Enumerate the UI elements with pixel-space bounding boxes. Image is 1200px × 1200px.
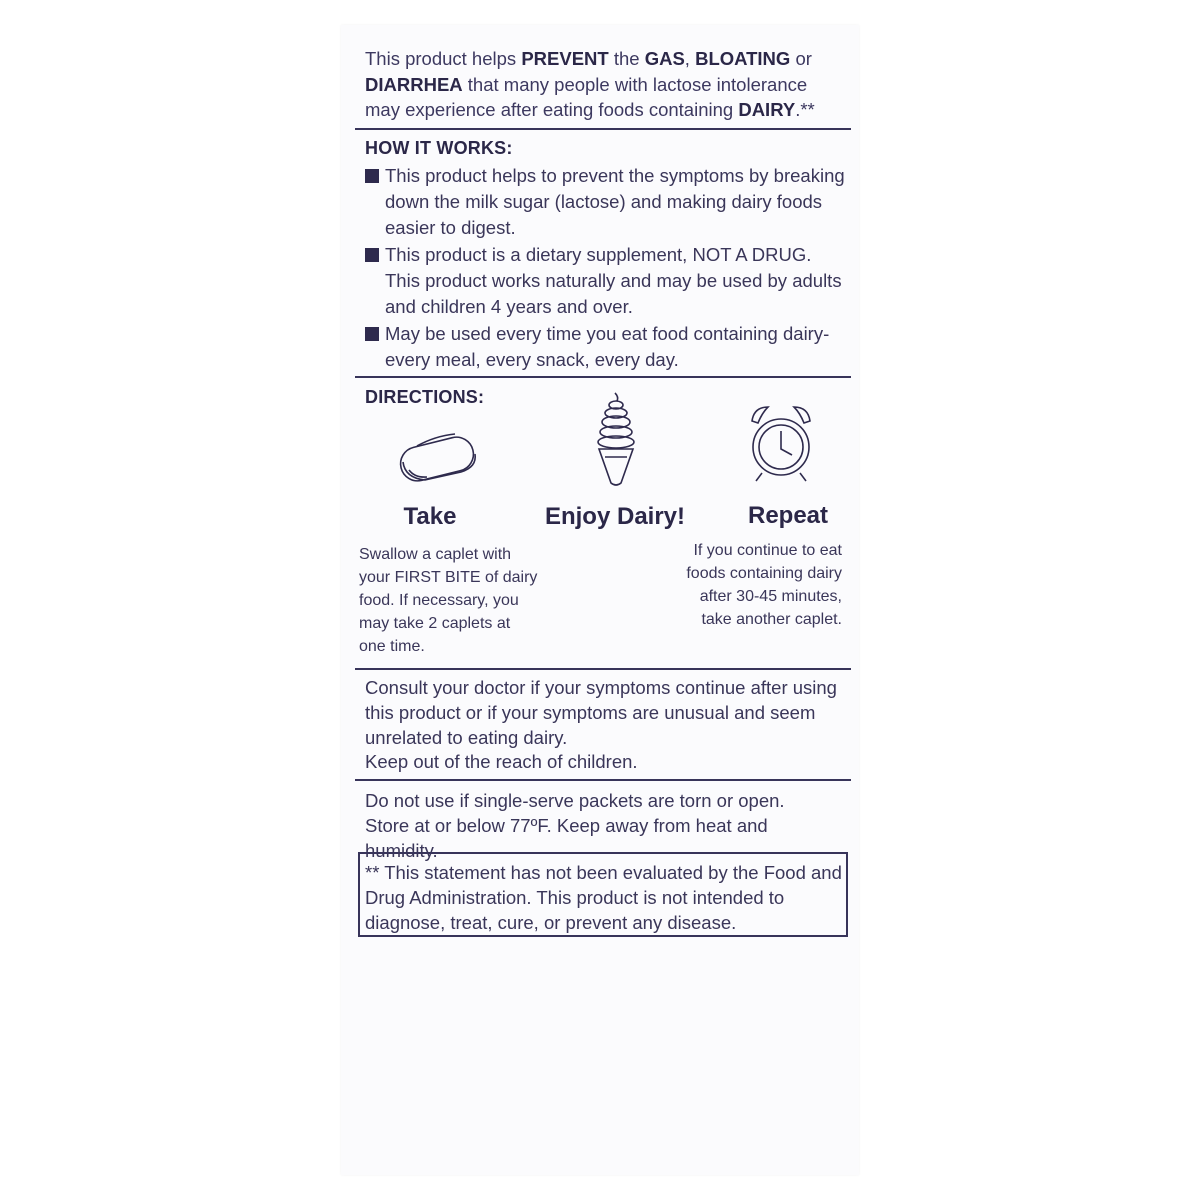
- intro-emphasis: DAIRY: [738, 99, 796, 120]
- intro-emphasis: BLOATING: [695, 48, 791, 69]
- storage-warning: Store at or below 77ºF. Keep away from heat and humidity.: [365, 815, 768, 861]
- intro-emphasis: DIARRHEA: [365, 73, 463, 95]
- how-it-works-bullet: [365, 163, 845, 241]
- fda-disclaimer-text: ** This statement has not been evaluated by the Food and Drug Administration. This product is not intended to diagnose, treat, cure, or prevent any disease.: [365, 862, 842, 933]
- step-text-repeat: If you continue to eat foods containing dairy after 30-45 minutes, take another caplet.: [686, 542, 842, 628]
- divider: [355, 668, 851, 670]
- bullet-square-icon: [365, 248, 379, 262]
- how-it-works-bullet: [365, 321, 845, 373]
- step-title-repeat: Repeat: [747, 502, 829, 529]
- consult-warning: Consult your doctor if your symptoms continue after using this product or if your symptoms are unusual and seem unrelated to eating dairy.: [365, 677, 837, 748]
- ice-cream-cone-icon: [593, 391, 641, 491]
- intro-text: the: [608, 48, 645, 69]
- intro-statement: [365, 46, 845, 123]
- step-title-take: Take: [403, 503, 457, 530]
- step-title-enjoy: Enjoy Dairy!: [544, 503, 686, 530]
- divider: [355, 376, 851, 378]
- keep-out-warning: Keep out of the reach of children.: [365, 751, 638, 772]
- bullet-square-icon: [365, 169, 379, 183]
- bullet-text: May be used every time you eat food containing dairy-every meal, every snack, every day.: [385, 323, 830, 370]
- how-it-works-heading: HOW IT WORKS:: [365, 138, 513, 158]
- fda-disclaimer-box: [358, 852, 848, 937]
- intro-emphasis: GAS: [644, 48, 685, 69]
- intro-text: ,: [684, 48, 696, 69]
- divider: [355, 779, 851, 781]
- caplet-icon: [395, 420, 485, 485]
- intro-text: .**: [795, 99, 815, 120]
- alarm-clock-icon: [748, 403, 814, 485]
- intro-text: that many people with lactose intolerance may experience after eating foods containing: [365, 73, 808, 120]
- how-it-works-bullet: [365, 242, 845, 320]
- directions-heading: DIRECTIONS:: [365, 387, 485, 407]
- intro-text: This product helps: [365, 48, 522, 69]
- bullet-text: This product is a dietary supplement, NOT A DRUG. This product works naturally and may be used by adults and children 4 years and over.: [385, 244, 842, 317]
- intro-emphasis: PREVENT: [521, 48, 609, 69]
- bullet-square-icon: [365, 327, 379, 341]
- divider: [355, 128, 851, 130]
- do-not-use-warning: Do not use if single-serve packets are torn or open.: [365, 790, 785, 811]
- step-text-take: Swallow a caplet with your FIRST BITE of dairy food. If necessary, you may take 2 caplets at one time.: [359, 546, 538, 655]
- intro-text: or: [790, 48, 812, 69]
- bullet-text: This product helps to prevent the symptoms by breaking down the milk sugar (lactose) and making dairy foods easier to digest.: [385, 165, 845, 238]
